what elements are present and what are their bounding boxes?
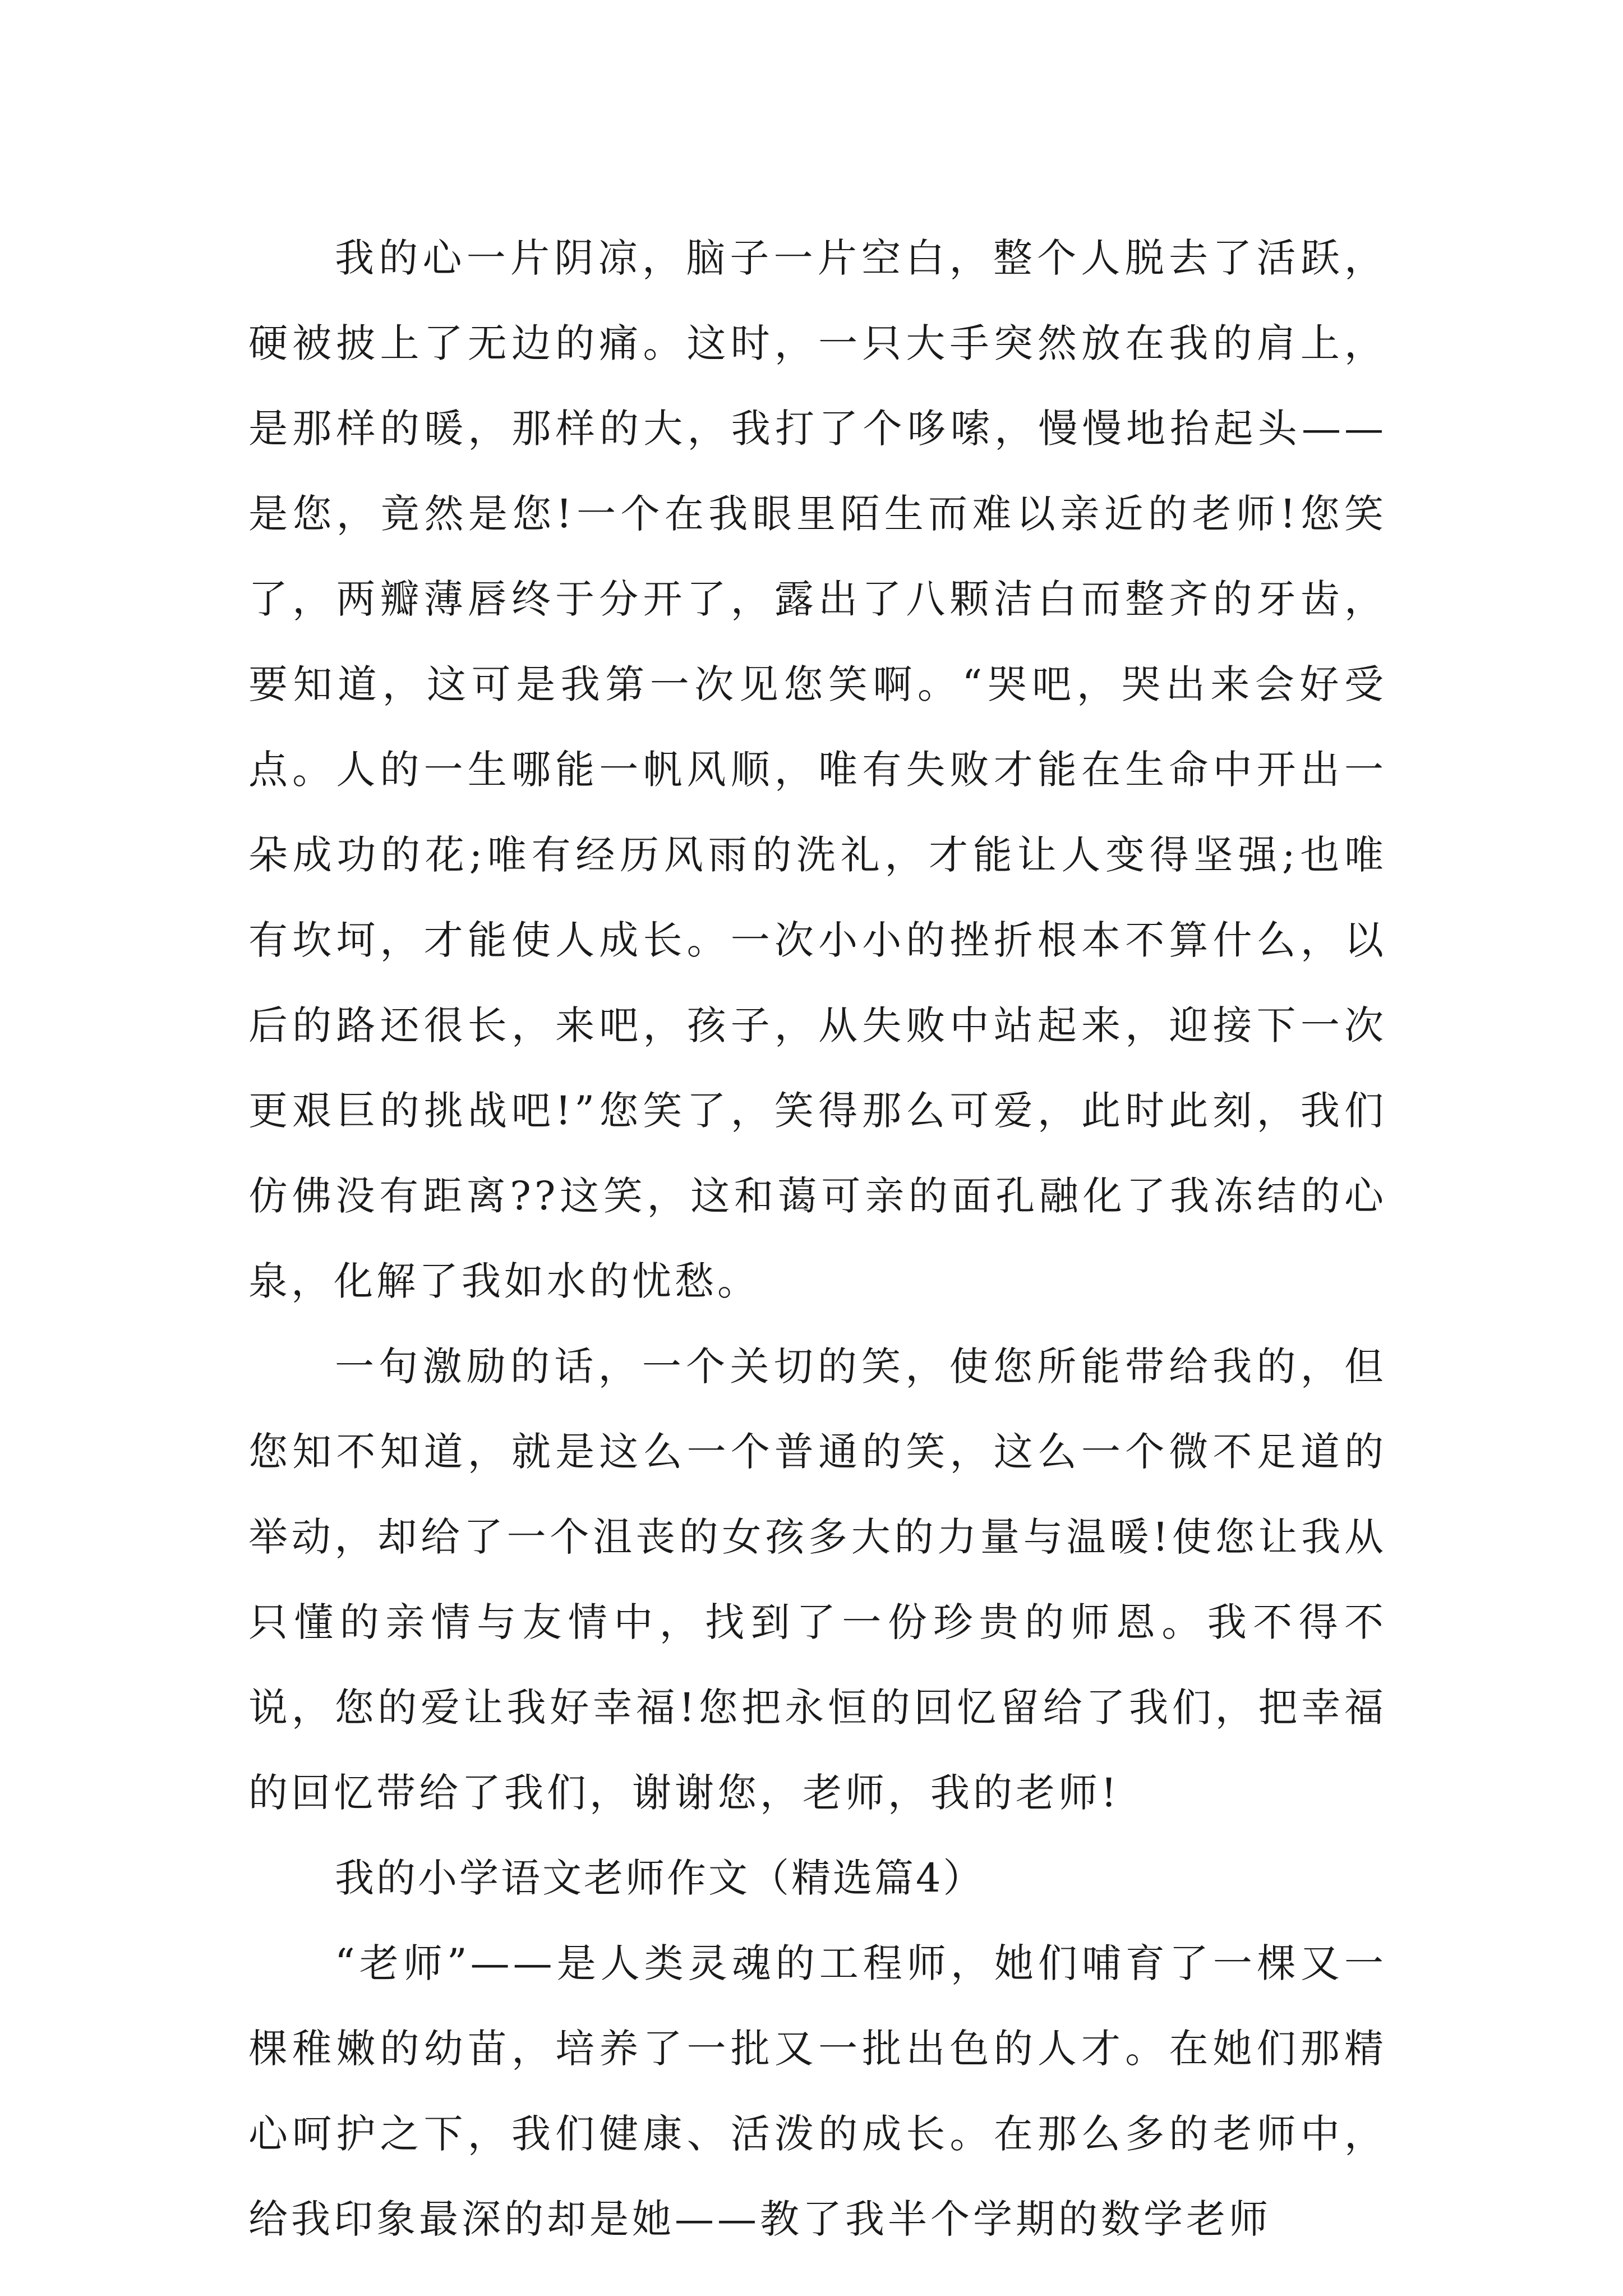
paragraph-teacher-smile: 我的心一片阴凉，脑子一片空白，整个人脱去了活跃，硬被披上了无边的痛。这时，一只大手突然放在我的肩上，是那样的暖，那样的大，我打了个哆嗦，慢慢地抬起头——是您，竟然是您!一个在我眼里陌生而难以亲近的老师!您笑了，两瓣薄唇终于分开了，露出了八颗洁白而整齐的牙齿，要知道，这可是我第一次见您笑啊。“哭吧，哭出来会好受点。人的一生哪能一帆风顺，唯有失败才能在生命中开出一朵成功的花;唯有经历风雨的洗礼，才能让人变得坚强;也唯有坎坷，才能使人成长。一次小小的挫折根本不算什么，以后的路还很长，来吧，孩子，从失败中站起来，迎接下一次更艰巨的挑战吧!”您笑了，笑得那么可爱，此时此刻，我们仿佛没有距离??这笑，这和蔼可亲的面孔融化了我冻结的心泉，化解了我如水的忧愁。 <box>248 235 1387 1304</box>
section-heading: 我的小学语文老师作文（精选篇4） <box>335 1855 985 1901</box>
body-text <box>248 215 1387 2262</box>
paragraph-encouragement: 一句激励的话，一个关切的笑，使您所能带给我的，但您知不知道，就是这么一个普通的笑，这么一个微不足道的举动，却给了一个沮丧的女孩多大的力量与温暖!使您让我从只懂的亲情与友情中，找到了一份珍贵的师恩。我不得不说，您的爱让我好幸福!您把永恒的回忆留给了我们，把幸福的回忆带给了我们，谢谢您，老师，我的老师! <box>248 1343 1387 1816</box>
paragraph-teacher-intro: “老师”——是人类灵魂的工程师，她们哺育了一棵又一棵稚嫩的幼苗，培养了一批又一批出色的人才。在她们那精心呵护之下，我们健康、活泼的成长。在那么多的老师中，给我印象最深的却是她——教了我半个学期的数学老师 <box>248 1940 1387 2242</box>
